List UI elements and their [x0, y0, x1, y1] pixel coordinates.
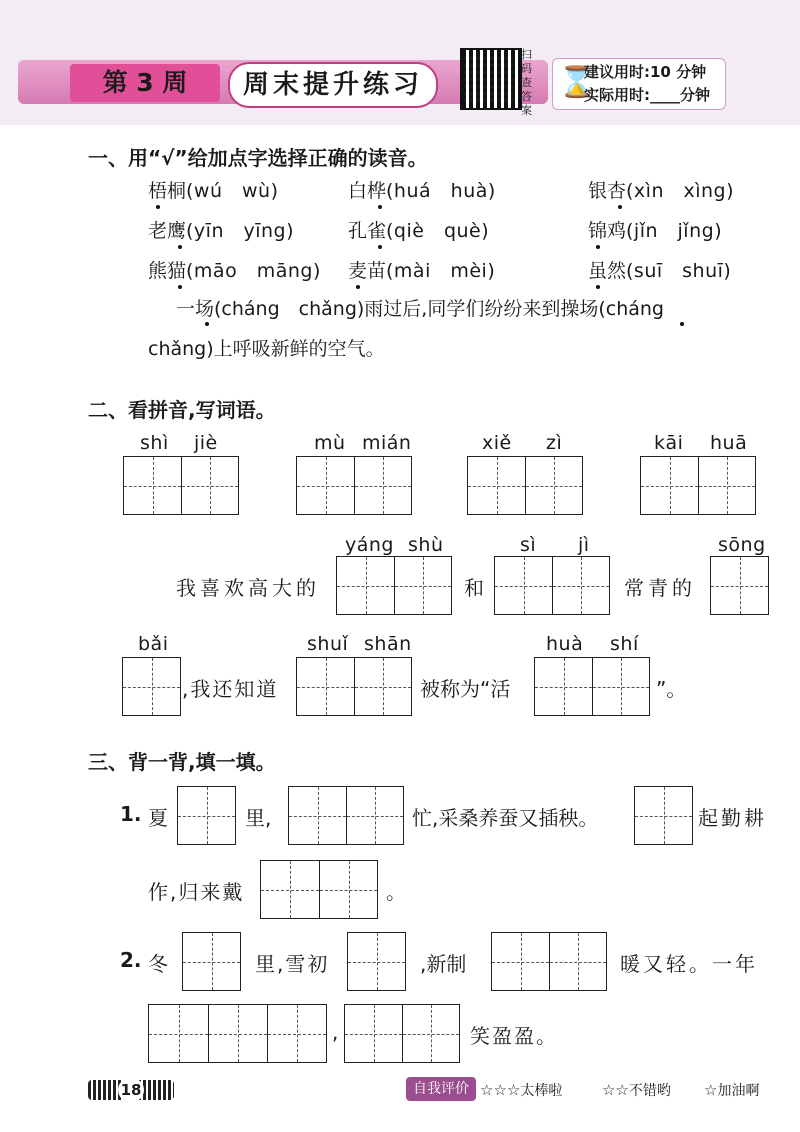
section1-heading: 一、用“√”给加点字选择正确的读音。: [88, 146, 428, 170]
item-word: 白桦(huá huà): [348, 180, 496, 202]
writing-grid[interactable]: [260, 860, 378, 919]
writing-grid[interactable]: [494, 556, 610, 615]
emphasis-dot: [156, 205, 160, 209]
sentence-text: 常青的: [624, 576, 696, 600]
writing-grid[interactable]: [182, 932, 241, 991]
pinyin-label: sì: [520, 534, 537, 556]
actual-time: 实际用时:____分钟: [584, 86, 710, 104]
writing-grid[interactable]: [710, 556, 769, 615]
emphasis-dot: [596, 285, 600, 289]
writing-grid[interactable]: [467, 456, 583, 515]
pinyin-label: xiě: [482, 432, 512, 454]
pinyin-label: zì: [546, 432, 563, 454]
eval-option-2[interactable]: ☆☆不错哟: [602, 1081, 671, 1099]
poem-text: 暖又轻。一年: [620, 952, 758, 976]
item-word: 麦苗(mài mèi): [348, 260, 496, 282]
sentence-text: ”。: [656, 677, 687, 701]
writing-grid[interactable]: [296, 456, 412, 515]
emphasis-dot: [378, 205, 382, 209]
suggested-time: 建议用时:10 分钟: [584, 63, 707, 81]
emphasis-dot: [618, 205, 622, 209]
pinyin-label: shí: [610, 633, 639, 655]
page-title: 周末提升练习: [228, 62, 438, 108]
writing-grid[interactable]: [534, 657, 650, 716]
emphasis-dot: [680, 322, 684, 326]
pinyin-label: yáng: [345, 534, 394, 556]
item-word: 虽然(suī shuī): [588, 260, 732, 282]
eval-option-3[interactable]: ☆加油啊: [704, 1081, 760, 1099]
emphasis-dot: [205, 322, 209, 326]
poem-text: 。: [386, 880, 406, 904]
pinyin-label: mù: [314, 432, 346, 454]
emphasis-dot: [178, 245, 182, 249]
sentence-text: 被称为“活: [420, 677, 511, 701]
writing-grid[interactable]: [177, 786, 236, 845]
hourglass-icon: ⌛: [558, 65, 596, 100]
star-icon: ☆☆: [602, 1081, 629, 1099]
writing-grid[interactable]: [336, 556, 452, 615]
pinyin-label: bǎi: [138, 633, 169, 655]
sentence-text: 和: [464, 576, 484, 600]
section3-heading: 三、背一背,填一填。: [88, 750, 276, 774]
writing-grid[interactable]: [344, 1004, 460, 1063]
item-word: 老鹰(yīn yīng): [148, 220, 295, 242]
week-label: 第 3 周: [70, 64, 220, 102]
poem-text: 里,雪初: [255, 952, 330, 976]
item-word: 熊猫(māo māng): [148, 260, 321, 282]
pinyin-label: shuǐ: [307, 633, 349, 655]
pinyin-label: shì: [140, 432, 169, 454]
poem-text: ,新制: [420, 952, 467, 976]
emphasis-dot: [178, 285, 182, 289]
question-number: 2.: [120, 948, 142, 972]
qr-label: 扫码查答案: [521, 48, 532, 117]
pinyin-label: kāi: [654, 432, 684, 454]
poem-text: 笑盈盈。: [470, 1024, 558, 1048]
sentence-line1: 一场(cháng chǎng)雨过后,同学们纷纷来到操场(cháng: [176, 298, 664, 320]
writing-grid[interactable]: [491, 932, 607, 991]
poem-text: 起勤耕: [698, 806, 767, 830]
emphasis-dot: [356, 285, 360, 289]
pinyin-label: huā: [710, 432, 748, 454]
sentence-line2: chǎng)上呼吸新鲜的空气。: [148, 338, 385, 360]
poem-text: 忙,采桑养蚕又插秧。: [412, 806, 599, 830]
sentence-text: 我喜欢高大的: [176, 576, 320, 600]
poem-text: 夏: [148, 806, 168, 830]
writing-grid[interactable]: [122, 657, 181, 716]
pinyin-label: jiè: [194, 432, 218, 454]
star-icon: ☆: [704, 1081, 718, 1099]
writing-grid[interactable]: [123, 456, 239, 515]
poem-text: 冬: [148, 952, 168, 976]
writing-grid[interactable]: [634, 786, 693, 845]
pinyin-label: sōng: [718, 534, 766, 556]
section2-heading: 二、看拼音,写词语。: [88, 398, 276, 422]
star-icon: ☆☆☆: [480, 1081, 521, 1099]
pinyin-label: shān: [364, 633, 412, 655]
pinyin-label: shù: [408, 534, 444, 556]
self-eval-label: 自我评价: [406, 1077, 476, 1101]
writing-grid[interactable]: [148, 1004, 327, 1063]
item-word: 锦鸡(jǐn jǐng): [588, 220, 723, 242]
poem-text: 作,归来戴: [148, 880, 245, 904]
pinyin-label: mián: [362, 432, 412, 454]
question-number: 1.: [120, 802, 142, 826]
page-number: 18: [118, 1078, 144, 1102]
eval-option-1[interactable]: ☆☆☆太棒啦: [480, 1081, 563, 1099]
emphasis-dot: [378, 245, 382, 249]
writing-grid[interactable]: [296, 657, 412, 716]
item-word: 银杏(xìn xìng): [588, 180, 735, 202]
item-word: 梧桐(wú wù): [148, 180, 279, 202]
writing-grid[interactable]: [640, 456, 756, 515]
writing-grid[interactable]: [347, 932, 406, 991]
pinyin-label: huà: [546, 633, 584, 655]
emphasis-dot: [596, 245, 600, 249]
poem-text: ,: [332, 1020, 339, 1044]
pinyin-label: jì: [578, 534, 590, 556]
poem-text: 里,: [245, 806, 272, 830]
writing-grid[interactable]: [288, 786, 404, 845]
item-word: 孔雀(qiè què): [348, 220, 490, 242]
sentence-text: ,我还知道: [182, 677, 279, 701]
